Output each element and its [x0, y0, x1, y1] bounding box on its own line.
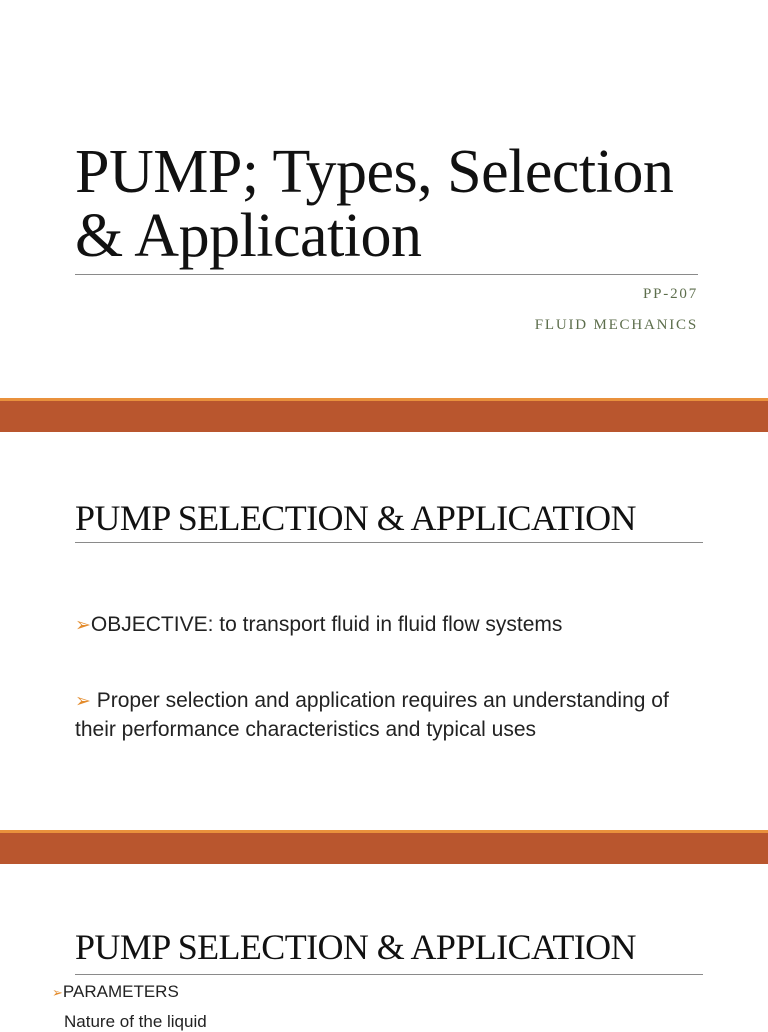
arrow-bullet-icon: ➢: [52, 985, 63, 1000]
arrow-bullet-icon: ➢: [75, 691, 91, 712]
bullet-text: Proper selection and application requires an understanding of their performance characteristics and typical uses: [75, 689, 669, 741]
bullet-objective: [75, 611, 695, 640]
course-code: PP-207: [643, 286, 698, 302]
slide-separator: [0, 398, 768, 432]
heading-divider-line: [75, 974, 703, 975]
bullet-text: OBJECTIVE: to transport fluid in fluid flow systems: [90, 613, 563, 636]
parameters-slide: [0, 864, 768, 1031]
selection-slide: [0, 432, 768, 830]
parameters-label: PARAMETERS: [62, 982, 179, 1001]
slide-heading: PUMP SELECTION & APPLICATION: [75, 927, 636, 967]
bullet-selection: [75, 687, 695, 744]
course-name: FLUID MECHANICS: [534, 317, 698, 333]
parameters-bullet: [52, 982, 179, 1002]
slide-separator: [0, 830, 768, 864]
arrow-bullet-icon: ➢: [75, 615, 91, 636]
sub-bullet-text: Nature of the liquid: [64, 1012, 207, 1031]
title-divider-line: [75, 274, 698, 275]
slide-heading: PUMP SELECTION & APPLICATION: [75, 498, 636, 538]
slide-title-line1: PUMP; Types, Selection: [75, 138, 674, 206]
slide-title-line2: & Application: [75, 202, 422, 270]
heading-divider-line: [75, 542, 703, 543]
slide-title: [75, 140, 673, 268]
title-slide: [0, 0, 768, 398]
